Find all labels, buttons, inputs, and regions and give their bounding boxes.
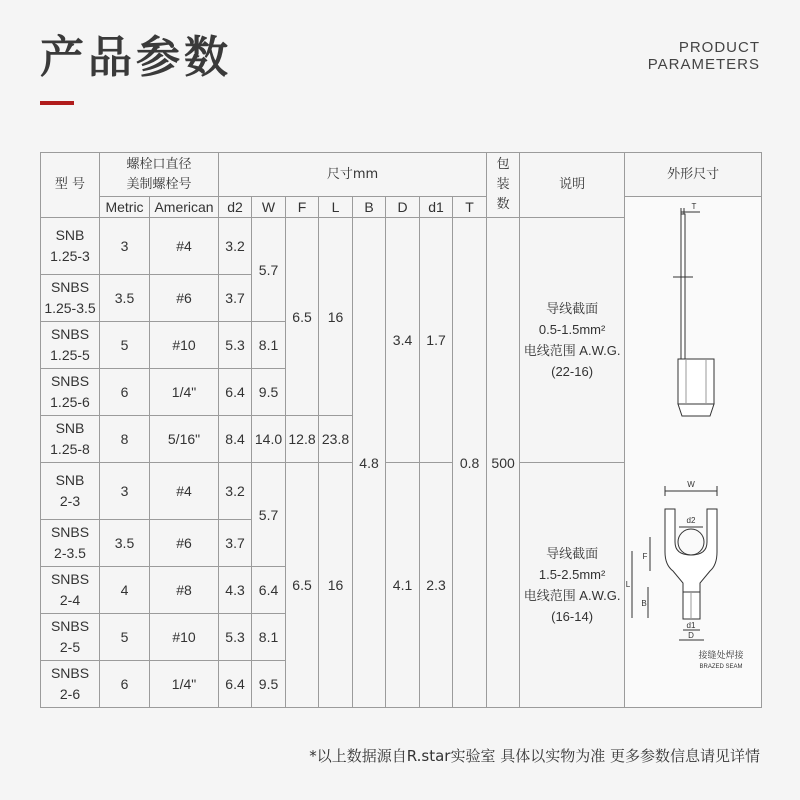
header-pack-char: 装 — [496, 177, 510, 192]
american-cell: 5/16" — [150, 416, 219, 463]
subtitle-line: PARAMETERS — [647, 56, 760, 73]
model-line: 2-3 — [59, 493, 81, 509]
model-line: 1.25-5 — [50, 347, 90, 363]
model-line: SNBS — [50, 571, 90, 587]
d2-cell: 3.2 — [219, 463, 252, 520]
model-line: 1.25-3 — [50, 248, 90, 264]
model-line: SNB — [55, 472, 85, 488]
outline-drawing-cell — [625, 197, 762, 708]
label-l: L — [625, 580, 631, 589]
model-cell — [41, 369, 100, 416]
header-pack — [487, 153, 520, 218]
metric-cell: 6 — [100, 661, 150, 708]
model-cell — [41, 218, 100, 275]
model-line: SNB — [55, 227, 85, 243]
label-f: F — [642, 552, 648, 561]
l-cell: 16 — [319, 218, 353, 416]
f-cell: 6.5 — [286, 463, 319, 708]
header-w: W — [252, 197, 286, 218]
metric-cell: 5 — [100, 322, 150, 369]
description-line: (22-16) — [551, 364, 594, 379]
w-cell: 8.1 — [252, 322, 286, 369]
model-cell — [41, 275, 100, 322]
metric-cell: 3.5 — [100, 275, 150, 322]
d2-cell: 3.2 — [219, 218, 252, 275]
american-cell: #6 — [150, 520, 219, 567]
label-t: T — [691, 202, 697, 211]
title-accent-bar — [40, 101, 74, 105]
description-line: 电线范围 A.W.G. — [523, 343, 621, 358]
header-dimensions: 尺寸mm — [219, 153, 487, 197]
metric-cell: 6 — [100, 369, 150, 416]
model-cell — [41, 416, 100, 463]
header-t: T — [453, 197, 487, 218]
header-d1: d1 — [420, 197, 453, 218]
header-metric: Metric — [100, 197, 150, 218]
parameter-table — [40, 152, 762, 708]
w-cell: 5.7 — [252, 463, 286, 567]
description-line: 0.5-1.5mm² — [538, 322, 606, 337]
w-cell: 6.4 — [252, 567, 286, 614]
model-cell — [41, 661, 100, 708]
model-line: 1.25-6 — [50, 394, 90, 410]
model-line: 2-6 — [59, 686, 81, 702]
model-cell — [41, 567, 100, 614]
header-d: D — [386, 197, 420, 218]
metric-cell: 5 — [100, 614, 150, 661]
l-cell: 23.8 — [319, 416, 353, 463]
label-w: W — [687, 480, 695, 489]
header-bolt-group — [100, 153, 219, 197]
header-f: F — [286, 197, 319, 218]
model-line: 1.25-8 — [50, 441, 90, 457]
model-line: 2-5 — [59, 639, 81, 655]
model-line: SNBS — [50, 373, 90, 389]
b-cell: 4.8 — [353, 218, 386, 708]
d1-cell: 1.7 — [420, 218, 453, 463]
label-d2: d2 — [686, 516, 696, 525]
metric-cell: 3.5 — [100, 520, 150, 567]
label-b: B — [641, 599, 647, 608]
w-cell: 8.1 — [252, 614, 286, 661]
header-outline: 外形尺寸 — [625, 153, 762, 197]
subtitle-line: PRODUCT — [678, 39, 760, 56]
header-bolt-line: 螺栓口直径 — [126, 156, 192, 172]
header-d2: d2 — [219, 197, 252, 218]
american-cell: 1/4" — [150, 661, 219, 708]
flare-shape — [678, 404, 714, 416]
d2-cell: 3.7 — [219, 275, 252, 322]
barrel-shape — [678, 359, 714, 404]
model-cell — [41, 520, 100, 567]
american-cell: 1/4" — [150, 369, 219, 416]
model-line: 2-3.5 — [54, 545, 86, 561]
d-cell: 4.1 — [386, 463, 420, 708]
header-pack-char: 包 — [496, 157, 510, 172]
header-pack-char: 数 — [496, 197, 510, 212]
w-cell: 9.5 — [252, 369, 286, 416]
caption-brazed-en: BRAZED SEAM — [699, 664, 743, 670]
header-l: L — [319, 197, 353, 218]
header-bolt-line: 美制螺栓号 — [126, 176, 192, 192]
description-line: 电线范围 A.W.G. — [523, 588, 621, 603]
american-cell: #8 — [150, 567, 219, 614]
model-cell — [41, 614, 100, 661]
page-subtitle — [648, 39, 760, 73]
american-cell: #4 — [150, 463, 219, 520]
pack-cell: 500 — [487, 218, 520, 708]
model-line: 2-4 — [59, 592, 81, 608]
model-line: SNBS — [50, 618, 90, 634]
header-american: American — [150, 197, 219, 218]
d2-cell: 5.3 — [219, 614, 252, 661]
page-title: 产品参数 — [40, 32, 232, 83]
metric-cell: 8 — [100, 416, 150, 463]
metric-cell: 4 — [100, 567, 150, 614]
header-model: 型 号 — [41, 153, 100, 218]
model-line: 1.25-3.5 — [44, 300, 96, 316]
outline-drawing — [625, 197, 761, 702]
model-line: SNBS — [50, 665, 90, 681]
d2-cell: 6.4 — [219, 661, 252, 708]
model-line: SNBS — [50, 326, 90, 342]
w-cell: 9.5 — [252, 661, 286, 708]
l-cell: 16 — [319, 463, 353, 708]
model-cell — [41, 322, 100, 369]
model-cell — [41, 463, 100, 520]
model-line: SNBS — [50, 524, 90, 540]
american-cell: #10 — [150, 614, 219, 661]
w-cell: 14.0 — [252, 416, 286, 463]
f-cell: 12.8 — [286, 416, 319, 463]
description-cell — [520, 463, 625, 708]
tongue-shape — [681, 214, 685, 359]
d2-cell: 4.3 — [219, 567, 252, 614]
metric-cell: 3 — [100, 218, 150, 275]
w-cell: 5.7 — [252, 218, 286, 322]
description-line: (16-14) — [551, 609, 594, 624]
stud-hole — [678, 529, 704, 555]
f-cell: 6.5 — [286, 218, 319, 416]
t-cell: 0.8 — [453, 218, 487, 708]
header-description: 说明 — [520, 153, 625, 218]
footer-note: *以上数据源自R.star实验室 具体以实物为准 更多参数信息请见详情 — [309, 747, 760, 765]
header-b: B — [353, 197, 386, 218]
caption-brazed-cn: 接缝处焊接 — [698, 650, 744, 660]
d2-cell: 5.3 — [219, 322, 252, 369]
d2-cell: 3.7 — [219, 520, 252, 567]
description-line: 1.5-2.5mm² — [538, 567, 606, 582]
description-line: 导线截面 — [546, 546, 599, 561]
american-cell: #4 — [150, 218, 219, 275]
d1-cell: 2.3 — [420, 463, 453, 708]
model-line: SNBS — [50, 279, 90, 295]
d-cell: 3.4 — [386, 218, 420, 463]
metric-cell: 3 — [100, 463, 150, 520]
description-cell — [520, 218, 625, 463]
label-d1: d1 — [686, 621, 696, 630]
label-d: D — [688, 631, 694, 640]
american-cell: #10 — [150, 322, 219, 369]
american-cell: #6 — [150, 275, 219, 322]
d2-cell: 6.4 — [219, 369, 252, 416]
model-line: SNB — [55, 420, 85, 436]
description-line: 导线截面 — [546, 301, 599, 316]
d2-cell: 8.4 — [219, 416, 252, 463]
